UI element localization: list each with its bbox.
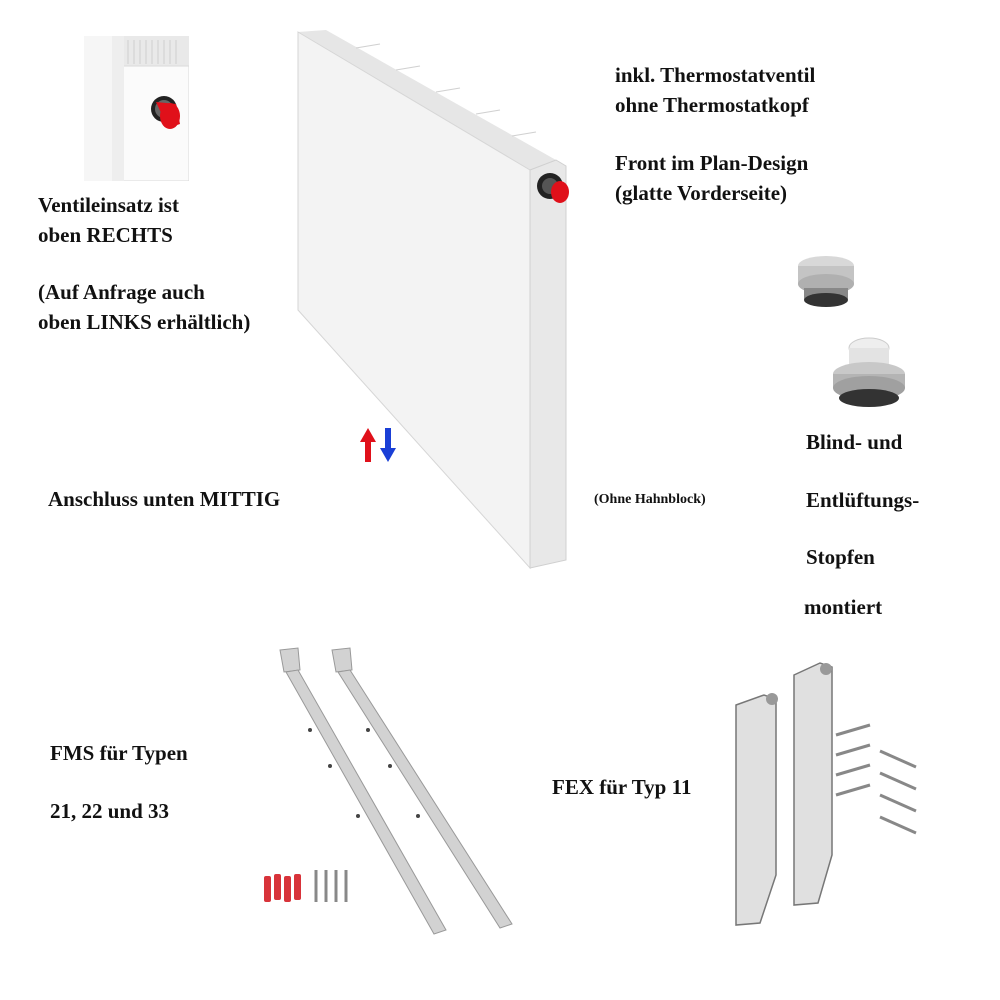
fms-line-1: FMS für Typen xyxy=(50,741,188,765)
thermostat-text xyxy=(615,60,815,120)
valve-line-4: oben LINKS erhältlich) xyxy=(38,310,251,334)
features-line-4: (glatte Vorderseite) xyxy=(615,181,788,205)
valve-option-text xyxy=(38,277,250,337)
plugs-line-1: Blind- und xyxy=(806,430,903,454)
radiator-valve-detail-image xyxy=(84,36,189,181)
plugs-line-4: montiert xyxy=(804,595,883,619)
valve-line-2: oben RECHTS xyxy=(38,223,173,247)
blind-plug-image xyxy=(790,252,862,310)
vent-plug-image xyxy=(826,330,912,416)
features-line-3: Front im Plan-Design xyxy=(615,151,809,175)
fex-brackets-image xyxy=(720,655,930,945)
connection-label: Anschluss unten MITTIG xyxy=(48,487,281,511)
connection-note: (Ohne Hahnblock) xyxy=(594,492,706,507)
valve-line-1: Ventileinsatz ist xyxy=(38,193,179,217)
features-line-2: ohne Thermostatkopf xyxy=(615,93,809,117)
fex-label: FEX für Typ 11 xyxy=(552,775,692,799)
front-design-text xyxy=(615,148,808,208)
features-line-1: inkl. Thermostatventil xyxy=(615,63,816,87)
plugs-line-3: Stopfen xyxy=(806,545,875,569)
fms-brackets-image xyxy=(250,640,530,945)
fms-line-2: 21, 22 und 33 xyxy=(50,799,170,823)
valve-line-3: (Auf Anfrage auch xyxy=(38,280,205,304)
radiator-panel-image xyxy=(296,30,572,570)
plugs-line-2: Entlüftungs- xyxy=(806,488,920,512)
flow-arrows-icon xyxy=(358,426,400,464)
valve-position-text xyxy=(38,190,179,250)
